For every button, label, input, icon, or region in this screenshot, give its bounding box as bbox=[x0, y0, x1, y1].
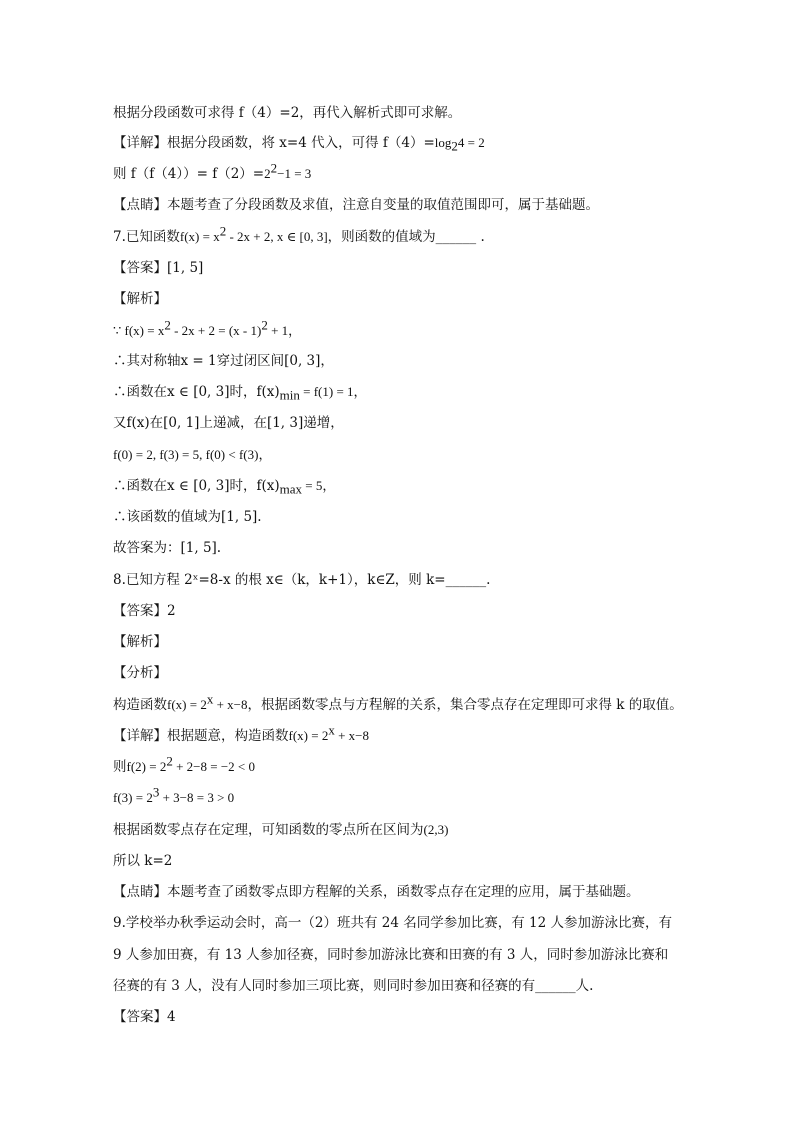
text-line: 【详解】根据分段函数，将 x=4 代入，可得 $f(4)=\log_24 = 2$ bbox=[113, 135, 485, 154]
math-line: $f(3) = 2^3 + 3-8 = 3 > 0$ bbox=[113, 784, 235, 805]
math-line: ∵ $f(x) = x^2 - 2x + 2 = (x - 1)^2 + 1$， bbox=[113, 317, 302, 338]
question-9: 径赛的有 3 人，没有人同时参加三项比赛，则同时参加田赛和径赛的有______人. bbox=[113, 978, 594, 994]
answer-line: 【答案】4 bbox=[113, 1009, 176, 1025]
question-8: 8.已知方程 2ˣ=8-x 的根 x∈（k，k+1），k∈Z，则 k=______. bbox=[113, 572, 491, 588]
question-9: 9.学校举办秋季运动会时，高一（2）班共有 24 名同学参加比赛，有 12 人参加游泳比赛，有 bbox=[113, 915, 672, 931]
math-line: 则$f(2) = 2^2 + 2-8 = -2 < 0$ bbox=[113, 753, 255, 775]
answer-line: 【答案】[1, 5] bbox=[113, 260, 204, 276]
text-line: 根据分段函数可求得 f（4）=2，再代入解析式即可求解。 bbox=[113, 105, 462, 121]
question-7: 7.已知函数$f(x) = x^2 - 2x + 2$, x ∈ [0, 3]，则函数的值域为______ . bbox=[113, 223, 485, 245]
math-line: ∴该函数的值域为[1, 5]. bbox=[113, 509, 262, 525]
text-line: 则 $f(f(4))= f(2)=2^2-1 = 3$ bbox=[113, 160, 312, 182]
text-line: 构造函数$f(x) = 2^x + x-8$，根据函数零点与方程解的关系，集合零点存在定理即可求得 k 的取值。 bbox=[113, 691, 683, 713]
section-label: 【分析】 bbox=[113, 665, 167, 681]
answer-line: 故答案为：[1, 5]. bbox=[113, 540, 222, 556]
text-line: 所以 k=2 bbox=[113, 853, 173, 869]
question-9: 9 人参加田赛，有 13 人参加径赛，同时参加游泳比赛和田赛的有 3 人，同时参加游泳比赛和 bbox=[113, 947, 669, 963]
text-line: 【点睛】本题考查了函数零点即方程解的关系，函数零点存在定理的应用，属于基础题。 bbox=[113, 884, 640, 900]
math-line: ∴函数在x ∈ [0, 3]时，$f(x)_{min} = f(1) = 1$， bbox=[113, 384, 367, 403]
section-label: 【解析】 bbox=[113, 291, 167, 307]
section-label: 【解析】 bbox=[113, 634, 167, 650]
text-line: 【点睛】本题考查了分段函数及求值，注意自变量的取值范围即可，属于基础题。 bbox=[113, 197, 599, 213]
math-line: ∴其对称轴x = 1穿过闭区间[0, 3]， bbox=[113, 353, 334, 369]
math-line: f(0) = 2, f(3) = 5, f(0) < f(3)， bbox=[113, 447, 272, 462]
math-line: ∴函数在x ∈ [0, 3]时，$f(x)_{max} = 5$， bbox=[113, 478, 336, 497]
text-line: 【详解】根据题意，构造函数$f(x) = 2^x + x-8$ bbox=[113, 722, 369, 744]
text-line: 根据函数零点存在定理，可知函数的零点所在区间为(2,3) bbox=[113, 822, 449, 838]
answer-line: 【答案】2 bbox=[113, 603, 176, 619]
math-line: 又f(x)在[0, 1]上递减，在[1, 3]递增， bbox=[113, 415, 344, 431]
